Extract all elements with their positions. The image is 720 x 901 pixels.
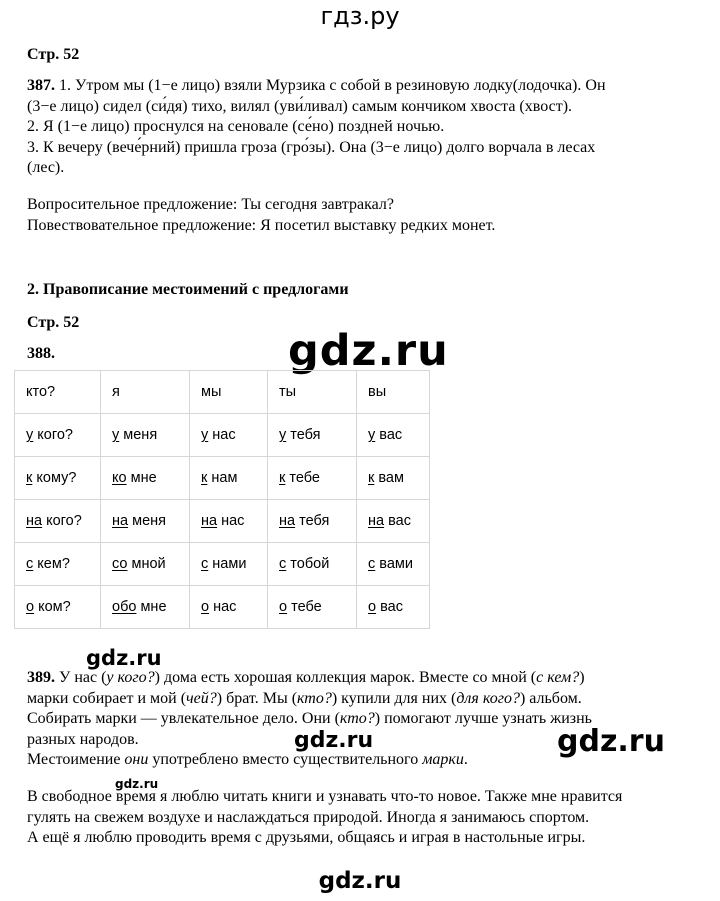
text: употреблено вместо существительного bbox=[148, 751, 423, 768]
pronoun: тебе bbox=[287, 599, 322, 615]
table-cell bbox=[357, 543, 430, 586]
table-cell bbox=[101, 543, 190, 586]
question-word: кто? bbox=[297, 689, 332, 707]
pronoun: мне bbox=[126, 470, 157, 486]
text: Местоимение bbox=[27, 751, 125, 768]
preposition: со bbox=[112, 556, 128, 572]
pronoun: кому? bbox=[32, 470, 77, 486]
exercise-number: 389. bbox=[27, 669, 55, 686]
table-cell bbox=[15, 543, 101, 586]
exercise-number: 387. bbox=[27, 77, 55, 94]
emphasized-word: они bbox=[124, 751, 149, 768]
table-row bbox=[15, 457, 430, 500]
preposition: о bbox=[368, 599, 377, 615]
table-cell bbox=[357, 414, 430, 457]
preposition: о bbox=[279, 599, 288, 615]
table-cell bbox=[357, 457, 430, 500]
preposition: о bbox=[26, 599, 35, 615]
watermark-medium-1: gdz.ru bbox=[86, 646, 162, 670]
preposition: на bbox=[201, 513, 218, 529]
text-line: 3. К вечеру (вече́рний) пришла гроза (гро́зы). Она (3−е лицо) долго ворчала в лесах bbox=[27, 138, 596, 156]
preposition: к bbox=[368, 470, 375, 486]
text-line: А ещё я люблю проводить время с друзьями, общаясь и играя в настольные игры. bbox=[27, 829, 586, 846]
text-line: 1. Утром мы (1−е лицо) взяли Мурзика с собой в резиновую лодку(лодочка). Он bbox=[55, 77, 606, 94]
table-cell bbox=[15, 414, 101, 457]
table-cell bbox=[357, 500, 430, 543]
table-cell bbox=[268, 543, 357, 586]
pronoun: вам bbox=[374, 470, 404, 486]
site-header: гдз.ру bbox=[320, 2, 400, 30]
table-cell bbox=[101, 414, 190, 457]
text: У нас ( bbox=[55, 669, 107, 686]
table-header-row bbox=[15, 371, 430, 414]
preposition: о bbox=[201, 599, 210, 615]
table-cell bbox=[15, 457, 101, 500]
text: . bbox=[463, 751, 468, 768]
text: ) купили для них ( bbox=[331, 689, 457, 707]
pronoun: меня bbox=[119, 427, 158, 443]
text-line: гулять на свежем воздухе и наслаждаться природой. Иногда я занимаюсь спортом. bbox=[27, 808, 590, 826]
preposition: у bbox=[368, 427, 376, 443]
preposition: у bbox=[201, 427, 209, 443]
text: ) альбом. bbox=[519, 689, 582, 707]
pronoun: мне bbox=[136, 599, 167, 615]
pronoun: кого? bbox=[33, 427, 73, 443]
watermark-medium-2: gdz.ru bbox=[294, 728, 374, 753]
pronoun: вас bbox=[376, 599, 403, 615]
pronoun: нас bbox=[209, 599, 237, 615]
preposition: к bbox=[201, 470, 208, 486]
preposition: на bbox=[279, 513, 296, 529]
table-row bbox=[15, 543, 430, 586]
text: ) брат. Мы ( bbox=[216, 689, 298, 707]
table-cell bbox=[190, 500, 268, 543]
table-cell: ты bbox=[268, 371, 357, 414]
preposition: с bbox=[279, 556, 287, 572]
statement-sentence: Повествовательное предложение: Я посетил выставку редких монет. bbox=[27, 217, 496, 234]
table-cell: мы bbox=[190, 371, 268, 414]
emphasized-word: марки bbox=[422, 751, 464, 768]
section-heading: 2. Правописание местоимений с предлогами bbox=[27, 281, 349, 298]
table-cell bbox=[190, 586, 268, 629]
table-row bbox=[15, 414, 430, 457]
table-cell bbox=[101, 586, 190, 629]
table-row bbox=[15, 500, 430, 543]
text: Собирать марки — увлекательное дело. Они ( bbox=[27, 710, 340, 727]
text-line: разных народов. bbox=[27, 730, 139, 748]
pronoun-table bbox=[14, 370, 430, 629]
preposition: у bbox=[279, 427, 287, 443]
text-line: 2. Я (1−е лицо) проснулся на сеновале (се́но) поздней ночью. bbox=[27, 118, 445, 135]
preposition: на bbox=[112, 513, 129, 529]
exercise-388-number: 388. bbox=[27, 345, 55, 362]
pronoun: меня bbox=[128, 513, 166, 529]
preposition: обо bbox=[112, 599, 137, 615]
question-word: с кем? bbox=[536, 669, 580, 686]
page-ref-2: Стр. 52 bbox=[27, 314, 80, 331]
watermark-footer: gdz.ru bbox=[318, 868, 402, 894]
table-cell bbox=[190, 457, 268, 500]
table-cell bbox=[15, 500, 101, 543]
question-word: у кого? bbox=[106, 669, 155, 686]
preposition: на bbox=[26, 513, 43, 529]
pronoun: нас bbox=[217, 513, 245, 529]
free-time-paragraph bbox=[27, 787, 717, 849]
table-cell: кто? bbox=[15, 371, 101, 414]
pronoun: тебя bbox=[295, 513, 330, 529]
table-cell: вы bbox=[357, 371, 430, 414]
table-cell bbox=[15, 586, 101, 629]
pronoun: тебе bbox=[285, 470, 320, 486]
pronoun: вами bbox=[375, 556, 413, 572]
table-cell bbox=[268, 500, 357, 543]
text-line: В свободное время я люблю читать книги и узнавать что-то новое. Также мне нравится bbox=[27, 788, 623, 805]
text: ) дома есть хорошая коллекция марок. Вместе со мной ( bbox=[154, 669, 537, 686]
text-line: (лес). bbox=[27, 159, 65, 176]
question-word: чей? bbox=[186, 689, 217, 707]
table-cell bbox=[101, 457, 190, 500]
text: ) помогают лучше узнать жизнь bbox=[374, 710, 592, 727]
question-word: кто? bbox=[339, 710, 375, 727]
preposition: на bbox=[368, 513, 385, 529]
pronoun: ком? bbox=[34, 599, 71, 615]
question-sentence: Вопросительное предложение: Ты сегодня завтракал? bbox=[27, 196, 394, 213]
table-cell: я bbox=[101, 371, 190, 414]
text-line: (3−е лицо) сидел (си́дя) тихо, вилял (уви́ливал) самым кончиком хвоста (хвост). bbox=[27, 97, 573, 115]
pronoun: нас bbox=[208, 427, 236, 443]
exercise-387 bbox=[27, 76, 707, 179]
preposition: у bbox=[26, 427, 34, 443]
pronoun: нам bbox=[207, 470, 238, 486]
table-cell bbox=[268, 414, 357, 457]
table-cell bbox=[268, 586, 357, 629]
pronoun: кого? bbox=[42, 513, 82, 529]
text: ) bbox=[579, 669, 585, 686]
pronoun: мной bbox=[127, 556, 166, 572]
preposition: ко bbox=[112, 470, 127, 486]
pronoun: тебя bbox=[286, 427, 321, 443]
preposition: у bbox=[112, 427, 120, 443]
preposition: к bbox=[279, 470, 286, 486]
table-cell bbox=[101, 500, 190, 543]
watermark-large-right: gdz.ru bbox=[557, 724, 665, 759]
table-cell bbox=[357, 586, 430, 629]
question-word: для кого? bbox=[456, 689, 520, 707]
pronoun: вас bbox=[384, 513, 411, 529]
watermark-big: gdz.ru bbox=[288, 326, 449, 376]
preposition: с bbox=[368, 556, 376, 572]
pronoun: нами bbox=[208, 556, 247, 572]
watermark-small: gdz.ru bbox=[115, 777, 159, 791]
text: марки собирает и мой ( bbox=[27, 689, 187, 707]
table-cell bbox=[268, 457, 357, 500]
pronoun: кем? bbox=[33, 556, 70, 572]
page-ref-1: Стр. 52 bbox=[27, 46, 80, 63]
pronoun: тобой bbox=[286, 556, 330, 572]
preposition: с bbox=[201, 556, 209, 572]
table-cell bbox=[190, 543, 268, 586]
table-row bbox=[15, 586, 430, 629]
preposition: к bbox=[26, 470, 33, 486]
pronoun: вас bbox=[375, 427, 403, 443]
preposition: с bbox=[26, 556, 34, 572]
table-cell bbox=[190, 414, 268, 457]
